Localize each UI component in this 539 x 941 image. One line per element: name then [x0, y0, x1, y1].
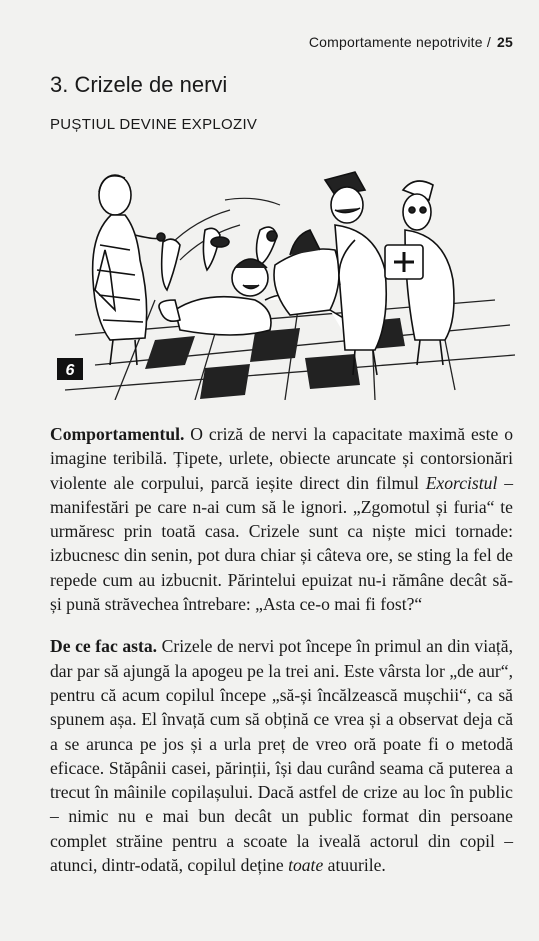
- paragraph-why: [50, 634, 513, 877]
- paragraph-lead: De ce fac asta.: [50, 636, 158, 657]
- section-subtitle: PUȘTIUL DEVINE EXPLOZIV: [50, 116, 258, 133]
- paragraph-text: Crizele de nervi pot începe în primul an din viață, dar par să ajungă la apogeu pe la trei ani. Este vârsta lor „de aur“, pentru că acum copilul începe „să-și încălzească mușchii“, ca să spunem așa. El învață cum să obțină ce vrea și a observat deja că a se arunca pe jos și a urla preț de vreo oră poate fi o metodă eficace. Stăpânii casei, părinții, își dau curând seama că puterea a trecut în mâinile copilașului. Dacă astfel de crize au loc în public – nimic nu e mai bun decât un public format din persoane complet străine pentru a scoate la iveală actorul din copil – atunci, dintr-odată, copilul deține: [50, 636, 514, 876]
- paragraph-text: – manifestări pe care n-ai cum să le ignori. „Zgomotul și furia“ te urmăresc prin toată casa. Crizele sunt ca niște mici tornade: izbucnesc din senin, pot dura chiar și câteva ore, se sting la fel de repede cum au izbucnit. Părintelui epuizat nu-i rămâne decât să-și pună străvechea întrebare: „Asta ce-o mai fi fost?“: [50, 472, 513, 615]
- paragraph-lead: Comportamentul.: [50, 424, 185, 444]
- body-text: [50, 422, 513, 895]
- running-title: Comportamente nepotrivite /: [308, 34, 491, 50]
- paragraph-emphasis: toate: [288, 855, 324, 876]
- paragraph-emphasis: Exorcistul: [425, 472, 498, 493]
- tantrum-illustration: [55, 150, 515, 400]
- paragraph-text: O criză de nervi la capacitate maximă este o imagine teribilă. Țipete, urlete, obiecte aruncate și contorsionări violente ale corpului, parcă ieșite direct din filmul: [50, 424, 513, 493]
- badge-number: 6: [65, 362, 75, 379]
- running-header: [309, 34, 513, 50]
- page-number: 25: [497, 34, 513, 50]
- mother-figure: [93, 175, 165, 365]
- chapter-title: 3. Crizele de nervi: [50, 72, 228, 97]
- paragraph-text: atuurile.: [323, 855, 386, 876]
- paragraph-behavior: [50, 422, 513, 616]
- chapter-badge: [57, 358, 83, 380]
